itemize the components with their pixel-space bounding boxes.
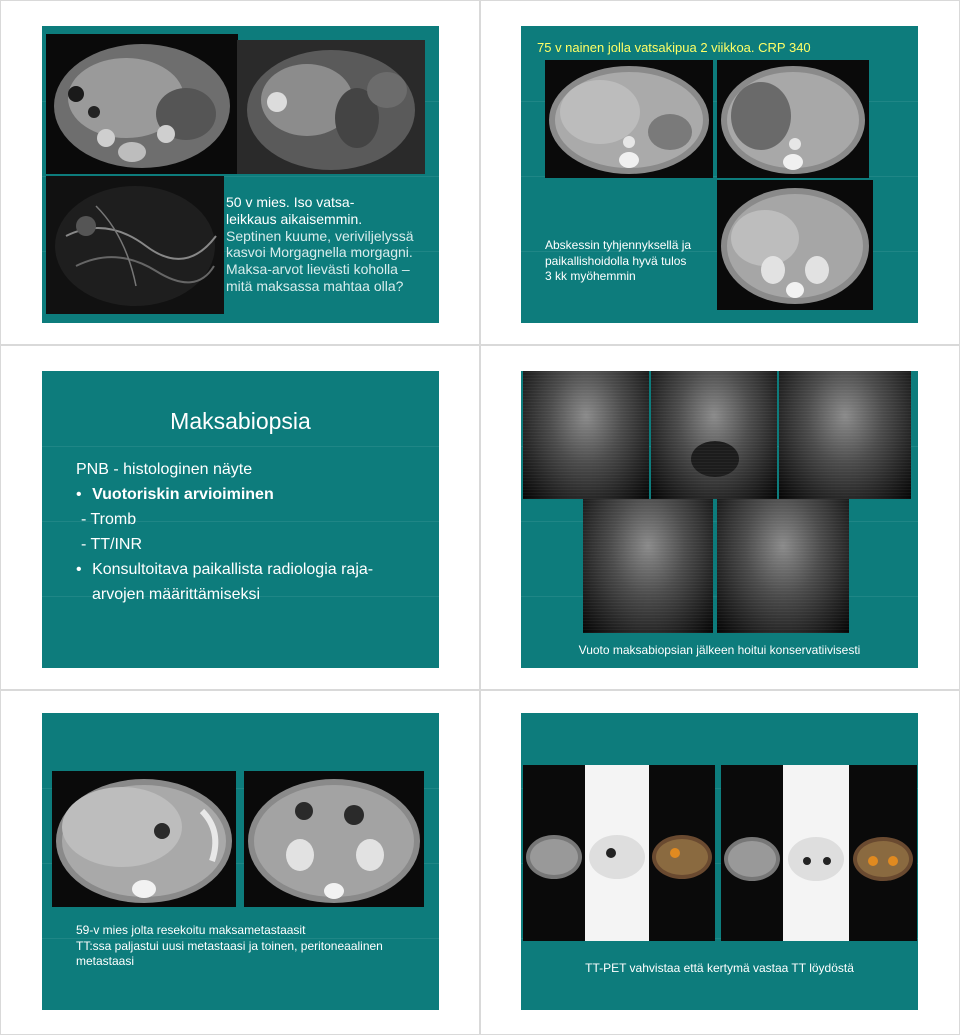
ct-image-after xyxy=(717,180,873,310)
biopsy-line-4: - TT/INR xyxy=(81,536,143,553)
case-line-3: Septinen kuume, veriviljelyssä xyxy=(226,227,414,244)
pet-ct-panel-pet-2 xyxy=(783,765,849,941)
biopsy-line-1: PNB - histologinen näyte xyxy=(76,461,253,478)
ultrasound-image-4 xyxy=(583,499,713,633)
pet-caption: TT-PET vahvistaa että kertymä vastaa TT löydöstä xyxy=(585,961,854,975)
biopsy-line-6: arvojen määrittämiseksi xyxy=(92,586,261,603)
ultrasound-image-3 xyxy=(779,371,911,499)
caption-line-1: 59-v mies jolta resekoitu maksametastaasit xyxy=(76,923,306,937)
ct-image-metastasis-2 xyxy=(244,771,424,907)
biopsy-line-3: - Tromb xyxy=(81,511,137,528)
caption-line-2: paikallishoidolla hyvä tulos xyxy=(545,253,687,268)
clinical-case-text xyxy=(226,194,436,295)
pet-ct-panel-pet-1 xyxy=(585,765,649,941)
pet-ct-panel-ct-1 xyxy=(523,765,585,941)
slide-6 xyxy=(521,713,918,1010)
caption-line-3: metastaasi xyxy=(76,954,135,969)
caption-line-3: 3 kk myöhemmin xyxy=(545,269,636,284)
biopsy-line-5 xyxy=(76,557,426,582)
case-line-5: Maksa-arvot lievästi koholla – xyxy=(226,261,410,278)
metastasis-caption xyxy=(76,923,383,970)
pet-ct-panel-fusion-1 xyxy=(649,765,715,941)
ultrasound-image-5 xyxy=(717,499,849,633)
slide-3 xyxy=(42,371,439,668)
biopsy-line-2 xyxy=(76,482,426,507)
ct-image-metastasis-1 xyxy=(52,771,236,907)
slide-2 xyxy=(521,26,918,323)
pet-ct-panel-ct-2 xyxy=(721,765,783,941)
case-line-6: mitä maksassa mahtaa olla? xyxy=(226,277,404,294)
slide-4 xyxy=(521,371,918,668)
ultrasound-image-2 xyxy=(651,371,777,499)
bullet-text: Konsultoitava paikallista radiologia raja- xyxy=(92,561,374,578)
slide-1 xyxy=(42,26,439,323)
case-line-1: 50 v mies. Iso vatsa- xyxy=(226,194,355,210)
slide-5 xyxy=(42,713,439,1010)
case-line-4: kasvoi Morgagnella morgagni. xyxy=(226,244,413,261)
pet-ct-panel-fusion-2 xyxy=(849,765,917,941)
caption-line-2: TT:ssa paljastui uusi metastaasi ja toinen, peritoneaalinen xyxy=(76,938,383,953)
biopsy-text xyxy=(76,457,426,607)
bullet-text: Vuotoriskin arvioiminen xyxy=(92,486,274,503)
mri-image-coronal xyxy=(237,40,425,174)
mri-image-axial xyxy=(46,34,238,174)
ct-image-before-2 xyxy=(717,60,869,178)
slide-title: 75 v nainen jolla vatsakipua 2 viikkoa. CRP 340 xyxy=(537,40,811,55)
mri-image-mip xyxy=(46,176,224,314)
bullet: • xyxy=(76,561,82,578)
ct-image-before-1 xyxy=(545,60,713,178)
result-caption xyxy=(545,238,691,285)
caption-line-1: Abskessin tyhjennyksellä ja xyxy=(545,238,692,252)
ultrasound-image-1 xyxy=(523,371,649,499)
bleeding-caption: Vuoto maksabiopsian jälkeen hoitui konservatiivisesti xyxy=(578,643,861,657)
case-line-2: leikkaus aikaisemmin. xyxy=(226,210,363,227)
slide-heading: Maksabiopsia xyxy=(170,408,311,434)
bullet: • xyxy=(76,486,82,503)
